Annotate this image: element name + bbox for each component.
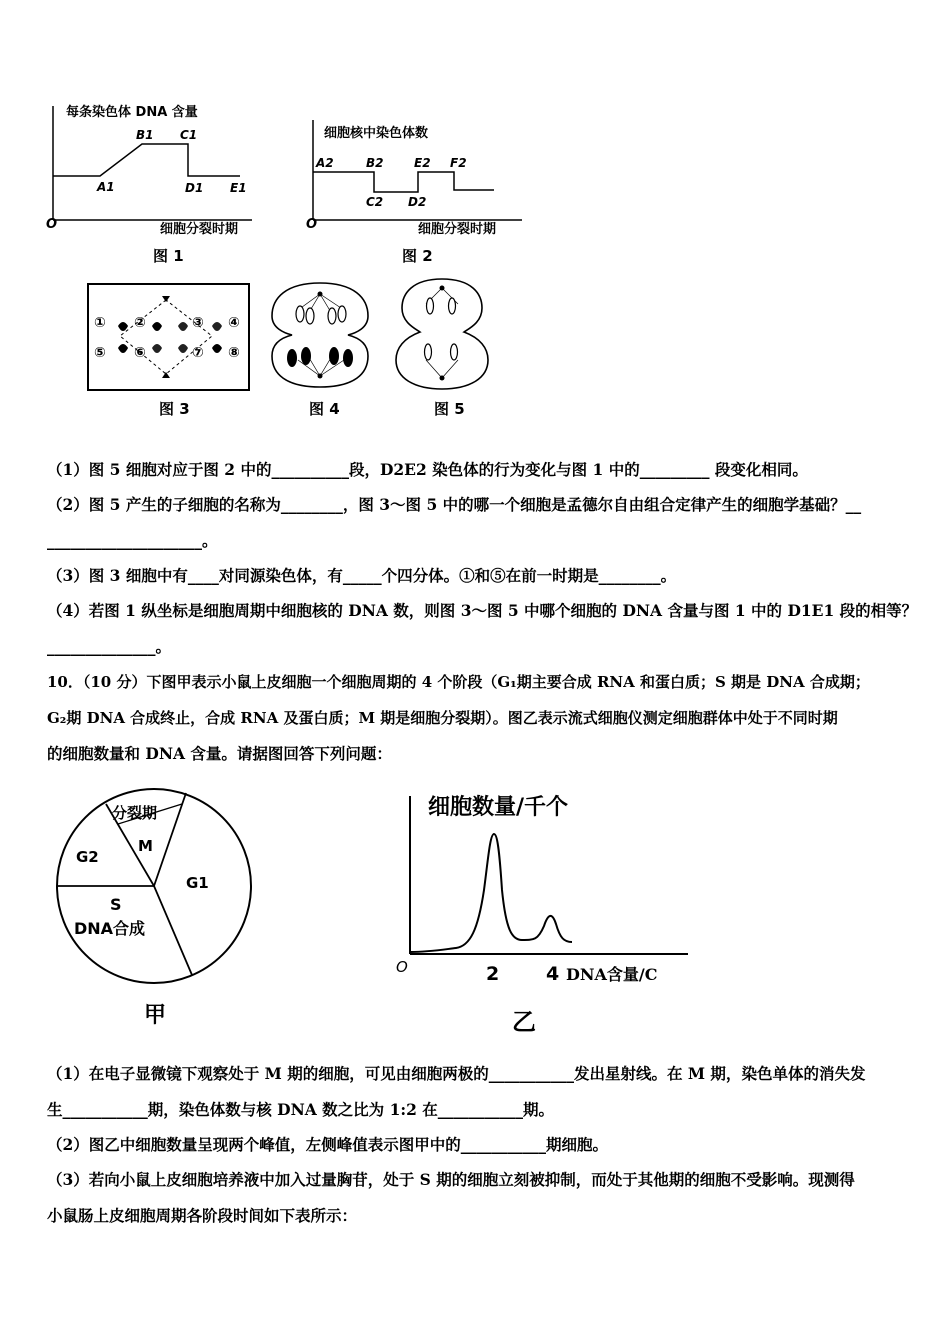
question-2a: （2）图 5 产生的子细胞的名称为________，图 3～图 5 中的哪一个细胞是孟德尔自由组合定律产生的细胞学基础？__ xyxy=(47,495,862,514)
figure-4-caption: 图 4 xyxy=(309,400,340,418)
figure-2-graph xyxy=(300,98,535,238)
question-3: （3）图 3 细胞中有____对同源染色体，有_____个四分体。①和⑤在前一时期是________。 xyxy=(47,566,677,585)
subquestion-1b: 生___________期，染色体数与核 DNA 数之比为 1:2 在___________期。 xyxy=(47,1100,555,1119)
svg-text:F2: F2 xyxy=(450,156,467,170)
subquestion-3a: （3）若向小鼠上皮细胞培养液中加入过量胸苷，处于 S 期的细胞立刻被抑制，而处于其他期的细胞不受影响。现测得 xyxy=(47,1170,855,1189)
figure-5-caption: 图 5 xyxy=(434,400,465,418)
tick-label: 4 xyxy=(546,963,560,985)
svg-text:A1: A1 xyxy=(97,180,115,194)
origin-label: O xyxy=(396,958,408,976)
figure-1-xlabel: 细胞分裂时期 xyxy=(160,222,239,237)
figure-jia-cycle xyxy=(50,788,260,988)
figure-yi-xlabel: DNA含量/C xyxy=(566,965,658,984)
figure-3-cell xyxy=(86,282,251,392)
svg-text:③: ③ xyxy=(192,315,204,331)
figure-4-cell xyxy=(268,280,373,390)
figure-jia xyxy=(50,788,260,988)
svg-text:C1: C1 xyxy=(180,128,198,142)
svg-text:G2: G2 xyxy=(76,848,99,866)
figure-jia-caption: 甲 xyxy=(144,1002,167,1028)
question-4a: （4）若图 1 纵坐标是细胞周期中细胞核的 DNA 数，则图 3～图 5 中哪个细胞的 DNA 含量与图 1 中的 D1E1 段的相等？ xyxy=(47,601,918,620)
figure-yi-ylabel: 细胞数量/千个 xyxy=(428,795,569,820)
figure-2 xyxy=(300,98,535,238)
problem-10-line-1: 10．（10 分）下图甲表示小鼠上皮细胞一个细胞周期的 4 个阶段（G₁期主要合成 RNA 和蛋白质；S 期是 DNA 合成期； xyxy=(47,673,870,691)
subquestion-2: （2）图乙中细胞数量呈现两个峰值，左侧峰值表示图甲中的___________期细胞。 xyxy=(47,1135,609,1154)
figure-1-caption: 图 1 xyxy=(153,247,184,265)
figure-5-cell xyxy=(392,276,492,392)
svg-text:D1: D1 xyxy=(185,181,204,195)
svg-text:B2: B2 xyxy=(366,156,384,170)
svg-text:B1: B1 xyxy=(136,128,154,142)
question-2b: ____________________。 xyxy=(47,531,218,550)
svg-text:G1: G1 xyxy=(186,874,209,892)
svg-text:S: S xyxy=(110,895,122,914)
tick-label: 2 xyxy=(486,963,500,985)
figure-3 xyxy=(86,282,251,392)
figure-2-ylabel: 细胞核中染色体数 xyxy=(324,126,429,141)
subquestion-1a: （1）在电子显微镜下观察处于 M 期的细胞，可见由细胞两极的___________发出星射线。在 M 期，染色单体的消失发 xyxy=(47,1064,866,1083)
figure-2-caption: 图 2 xyxy=(402,247,433,265)
svg-text:⑦: ⑦ xyxy=(192,345,204,361)
figure-4 xyxy=(268,280,373,390)
svg-text:M: M xyxy=(138,837,153,855)
svg-text:④: ④ xyxy=(228,315,240,331)
figure-1-ylabel: 每条染色体 DNA 含量 xyxy=(66,105,198,120)
svg-text:D2: D2 xyxy=(408,195,427,209)
svg-text:E2: E2 xyxy=(414,156,431,170)
svg-text:①: ① xyxy=(94,315,106,331)
figure-2-xlabel: 细胞分裂时期 xyxy=(418,222,497,237)
problem-10-line-3: 的细胞数量和 DNA 含量。请据图回答下列问题： xyxy=(47,744,392,763)
svg-text:A2: A2 xyxy=(316,156,334,170)
problem-10-line-2: G₂期 DNA 合成终止，合成 RNA 及蛋白质；M 期是细胞分裂期）。图乙表示流式细胞仪测定细胞群体中处于不同时期 xyxy=(47,709,838,727)
origin-label: O xyxy=(46,217,58,232)
svg-text:DNA合成: DNA合成 xyxy=(74,919,146,938)
figure-yi-caption: 乙 xyxy=(512,1007,536,1036)
question-1: （1）图 5 细胞对应于图 2 中的__________段，D2E2 染色体的行为变化与图 1 中的_________ 段变化相同。 xyxy=(47,460,808,479)
figure-3-caption: 图 3 xyxy=(159,400,190,418)
question-4b: ______________。 xyxy=(47,637,172,656)
svg-text:C2: C2 xyxy=(366,195,384,209)
svg-text:O: O xyxy=(306,217,318,232)
subquestion-3b: 小鼠肠上皮细胞周期各阶段时间如下表所示： xyxy=(47,1206,358,1225)
svg-text:⑥: ⑥ xyxy=(134,345,146,361)
figure-5 xyxy=(392,276,492,392)
cell-count-curve xyxy=(410,834,572,952)
svg-text:E1: E1 xyxy=(230,181,247,195)
svg-text:⑧: ⑧ xyxy=(228,345,240,361)
svg-text:⑤: ⑤ xyxy=(94,345,106,361)
svg-text:分裂期: 分裂期 xyxy=(112,804,158,822)
svg-text:②: ② xyxy=(134,315,146,331)
